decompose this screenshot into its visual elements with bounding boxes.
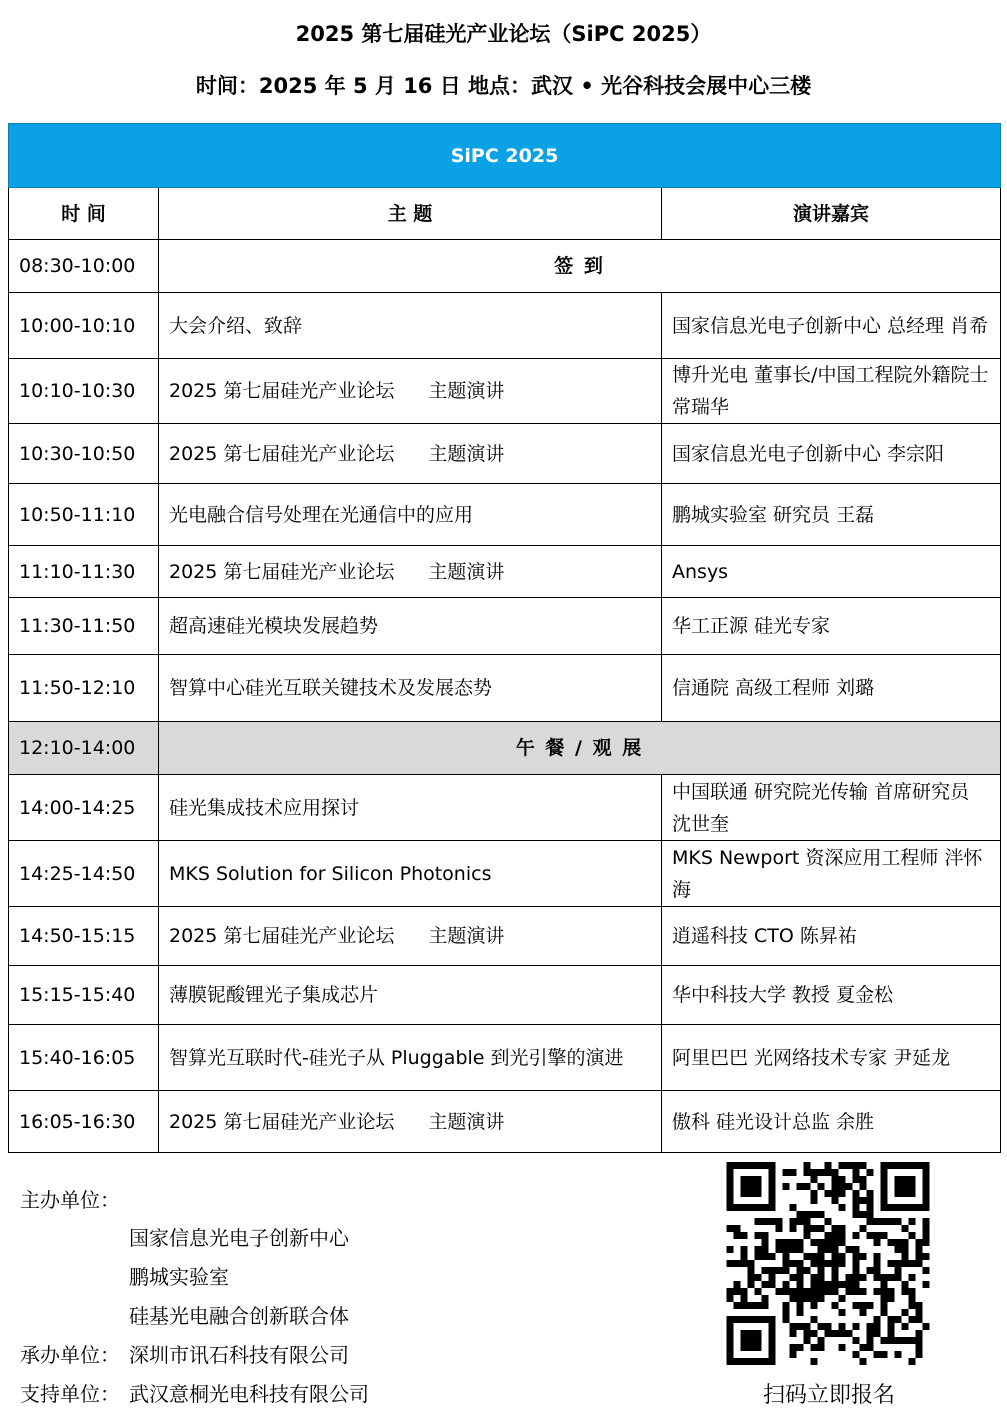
support-name: 武汉意桐光电科技有限公司 — [129, 1382, 369, 1406]
table-row — [9, 598, 1001, 655]
row-topic: 超高速硅光模块发展趋势 — [159, 598, 662, 655]
row-topic — [159, 424, 662, 484]
row-speaker: 鹏城实验室 研究员 王磊 — [662, 484, 1001, 546]
row-topic-suffix: 主题演讲 — [428, 442, 505, 465]
row-speaker: 傲科 硅光设计总监 余胜 — [662, 1091, 1001, 1153]
row-topic — [159, 1091, 662, 1153]
row-topic-text: 2025 第七届硅光产业论坛 — [169, 442, 395, 465]
schedule-table — [8, 123, 1001, 1153]
row-speaker: Ansys — [662, 546, 1001, 598]
host-1: 国家信息光电子创新中心 — [129, 1226, 349, 1250]
event-time-location: 时间：2025 年 5 月 16 日 地点：武汉 • 光谷科技会展中心三楼 — [195, 74, 812, 98]
row-time: 14:50-15:15 — [9, 907, 159, 966]
host-3: 硅基光电融合创新联合体 — [129, 1304, 349, 1328]
row-time: 15:15-15:40 — [9, 966, 159, 1025]
table-banner: SiPC 2025 — [9, 124, 1001, 188]
table-row — [9, 359, 1001, 424]
row-topic: 智算中心硅光互联关键技术及发展态势 — [159, 655, 662, 722]
table-row — [9, 966, 1001, 1025]
row-time: 08:30-10:00 — [9, 240, 159, 293]
table-row — [9, 546, 1001, 598]
row-topic: 硅光集成技术应用探讨 — [159, 775, 662, 841]
table-row — [9, 1025, 1001, 1091]
row-topic: 薄膜铌酸锂光子集成芯片 — [159, 966, 662, 1025]
support-label: 支持单位： — [20, 1382, 120, 1406]
qr-caption: 扫码立即报名 — [762, 1383, 895, 1408]
row-speaker: 信通院 高级工程师 刘璐 — [662, 655, 1001, 722]
row-time: 11:10-11:30 — [9, 546, 159, 598]
row-topic — [159, 546, 662, 598]
table-row — [9, 240, 1001, 293]
row-time: 10:10-10:30 — [9, 359, 159, 424]
organizer-name: 深圳市讯石科技有限公司 — [129, 1343, 349, 1367]
row-topic: 大会介绍、致辞 — [159, 293, 662, 359]
row-speaker: 国家信息光电子创新中心 李宗阳 — [662, 424, 1001, 484]
host-2: 鹏城实验室 — [129, 1265, 229, 1289]
registration-qr-code-icon[interactable] — [726, 1162, 932, 1366]
row-topic: MKS Solution for Silicon Photonics — [159, 841, 662, 907]
row-topic-text: 2025 第七届硅光产业论坛 — [169, 925, 395, 947]
table-row — [9, 775, 1001, 841]
row-topic — [159, 907, 662, 966]
organizer-label: 承办单位： — [20, 1343, 120, 1367]
table-row — [9, 293, 1001, 359]
row-topic — [159, 359, 662, 424]
row-topic-text: 2025 第七届硅光产业论坛 — [169, 1110, 395, 1133]
table-row — [9, 424, 1001, 484]
row-topic-text: 2025 第七届硅光产业论坛 — [169, 560, 395, 583]
row-topic-text: 2025 第七届硅光产业论坛 — [169, 380, 395, 402]
row-topic: 智算光互联时代-硅光子从 Pluggable 到光引擎的演进 — [159, 1025, 662, 1091]
table-row — [9, 484, 1001, 546]
table-row — [9, 907, 1001, 966]
row-topic-suffix: 主题演讲 — [428, 560, 505, 583]
column-header-topic: 主 题 — [159, 188, 662, 240]
row-time: 11:30-11:50 — [9, 598, 159, 655]
row-speaker: MKS Newport 资深应用工程师 泮怀海 — [662, 841, 1001, 907]
row-speaker: 中国联通 研究院光传输 首席研究员 沈世奎 — [662, 775, 1001, 841]
row-time: 11:50-12:10 — [9, 655, 159, 722]
table-row — [9, 655, 1001, 722]
row-topic-suffix: 主题演讲 — [428, 1110, 505, 1133]
host-label: 主办单位： — [20, 1188, 120, 1212]
row-topic-suffix: 主题演讲 — [428, 380, 505, 402]
row-time: 14:25-14:50 — [9, 841, 159, 907]
table-row — [9, 841, 1001, 907]
row-speaker: 华工正源 硅光专家 — [662, 598, 1001, 655]
row-topic-suffix: 主题演讲 — [428, 925, 505, 947]
row-topic-lunch: 午 餐 / 观 展 — [159, 722, 1001, 775]
row-topic-checkin: 签 到 — [159, 240, 1001, 293]
column-header-speaker: 演讲嘉宾 — [662, 188, 1001, 240]
row-speaker: 国家信息光电子创新中心 总经理 肖希 — [662, 293, 1001, 359]
row-time: 10:50-11:10 — [9, 484, 159, 546]
row-time: 16:05-16:30 — [9, 1091, 159, 1153]
row-speaker: 博升光电 董事长/中国工程院外籍院士 常瑞华 — [662, 359, 1001, 424]
row-topic: 光电融合信号处理在光通信中的应用 — [159, 484, 662, 546]
row-time: 15:40-16:05 — [9, 1025, 159, 1091]
row-speaker: 华中科技大学 教授 夏金松 — [662, 966, 1001, 1025]
row-time: 14:00-14:25 — [9, 775, 159, 841]
row-time: 12:10-14:00 — [9, 722, 159, 775]
row-speaker: 逍遥科技 CTO 陈昇祐 — [662, 907, 1001, 966]
page-title: 2025 第七届硅光产业论坛（SiPC 2025） — [295, 22, 712, 46]
column-header-time: 时 间 — [9, 188, 159, 240]
row-time: 10:30-10:50 — [9, 424, 159, 484]
table-row-lunch — [9, 722, 1001, 775]
row-time: 10:00-10:10 — [9, 293, 159, 359]
table-row — [9, 1091, 1001, 1153]
row-speaker: 阿里巴巴 光网络技术专家 尹延龙 — [662, 1025, 1001, 1091]
